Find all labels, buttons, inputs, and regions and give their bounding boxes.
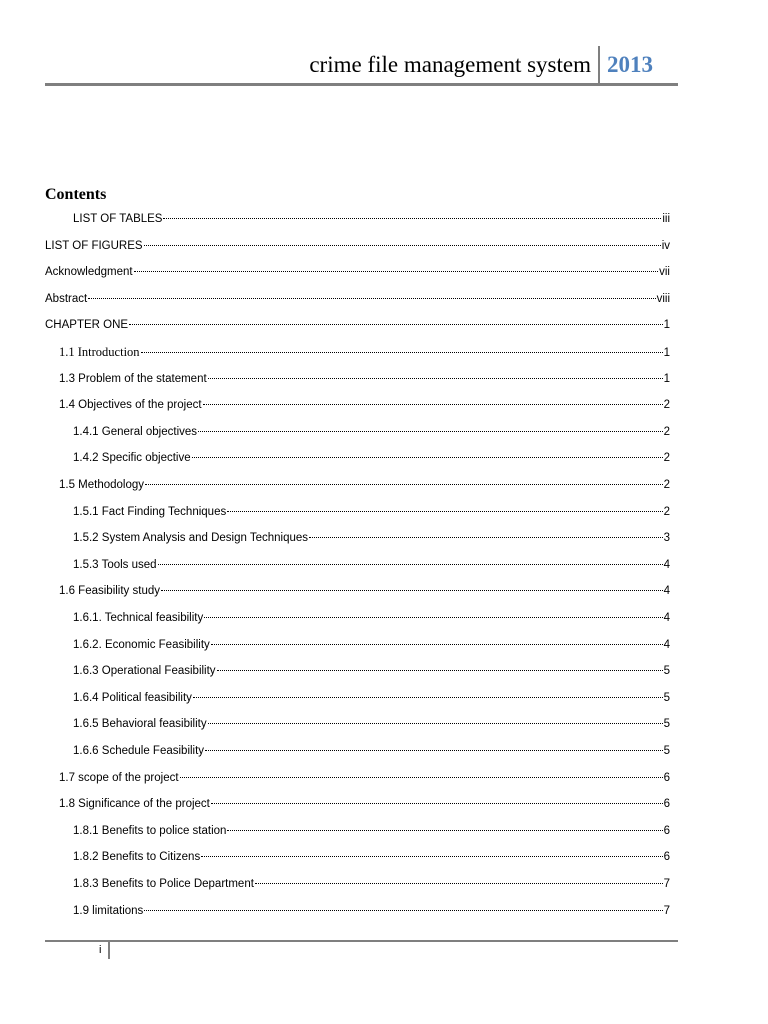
- toc-entry-label: 1.6.6 Schedule Feasibility: [73, 745, 205, 757]
- toc-entry-page: 3: [663, 532, 670, 544]
- toc-entry[interactable]: [59, 397, 670, 413]
- toc-entry-page: 6: [663, 772, 670, 784]
- toc-dot-leader: [227, 829, 662, 831]
- toc-dot-leader: [145, 483, 663, 485]
- toc-dot-leader: [227, 510, 662, 512]
- toc-entry-page: vii: [659, 266, 670, 278]
- toc-dot-leader: [309, 536, 663, 538]
- toc-entry-page: iv: [661, 240, 670, 252]
- toc-dot-leader: [193, 696, 663, 698]
- toc-entry[interactable]: [73, 716, 670, 732]
- toc-entry[interactable]: [73, 610, 670, 626]
- toc-entry-label: 1.3 Problem of the statement: [59, 373, 207, 385]
- toc-entry[interactable]: [73, 557, 670, 573]
- toc-entry-page: 6: [663, 851, 670, 863]
- toc-entry-label: 1.1 Introduction: [59, 345, 140, 359]
- toc-dot-leader: [208, 377, 663, 379]
- toc-entry-page: 4: [663, 612, 670, 624]
- toc-entry[interactable]: [73, 743, 670, 759]
- toc-entry-page: 4: [663, 585, 670, 597]
- document-year: 2013: [607, 52, 653, 77]
- toc-dot-leader: [211, 802, 663, 804]
- toc-dot-leader: [163, 217, 661, 219]
- toc-entry-page: 5: [663, 665, 670, 677]
- toc-entry-label: 1.6.5 Behavioral feasibility: [73, 718, 207, 730]
- toc-entry-label: 1.6.2. Economic Feasibility: [73, 639, 210, 651]
- toc-entry[interactable]: [59, 344, 670, 360]
- toc-entry-label: 1.9 limitations: [73, 905, 144, 917]
- toc-entry[interactable]: [73, 504, 670, 520]
- toc-entry-label: 1.8 Significance of the project: [59, 798, 210, 810]
- toc-entry-page: 2: [663, 399, 670, 411]
- toc-entry-label: 1.5.3 Tools used: [73, 559, 157, 571]
- toc-entry[interactable]: [73, 663, 670, 679]
- toc-entry-page: 2: [663, 479, 670, 491]
- toc-dot-leader: [134, 270, 659, 272]
- toc-entry[interactable]: [73, 424, 670, 440]
- toc-entry[interactable]: [73, 823, 670, 839]
- toc-entry-page: 7: [663, 905, 670, 917]
- toc-dot-leader: [129, 323, 663, 325]
- toc-entry-page: 5: [663, 692, 670, 704]
- toc-entry-label: 1.6 Feasibility study: [59, 585, 160, 597]
- toc-entry-page: 4: [663, 559, 670, 571]
- toc-entry-page: 6: [663, 825, 670, 837]
- toc-entry[interactable]: [45, 238, 670, 254]
- toc-dot-leader: [192, 456, 663, 458]
- toc-entry-page: viii: [656, 293, 670, 305]
- toc-entry-page: 5: [663, 745, 670, 757]
- toc-entry-label: 1.8.3 Benefits to Police Department: [73, 878, 254, 890]
- toc-entry[interactable]: [45, 264, 670, 280]
- footer-page-number: i: [99, 944, 102, 956]
- toc-entry-label: 1.6.1. Technical feasibility: [73, 612, 204, 624]
- footer-rule: [45, 940, 678, 942]
- toc-entry[interactable]: [73, 450, 670, 466]
- toc-dot-leader: [204, 616, 662, 618]
- toc-entry-label: 1.4 Objectives of the project: [59, 399, 202, 411]
- document-title: crime file management system: [309, 52, 591, 77]
- toc-entry[interactable]: [45, 291, 670, 307]
- toc-dot-leader: [161, 589, 663, 591]
- toc-entry-label: 1.6.3 Operational Feasibility: [73, 665, 216, 677]
- toc-dot-leader: [203, 403, 663, 405]
- toc-entry[interactable]: [59, 770, 670, 786]
- toc-dot-leader: [217, 669, 663, 671]
- toc-entry-label: LIST OF FIGURES: [45, 240, 143, 252]
- toc-entry[interactable]: [73, 876, 670, 892]
- contents-heading: Contents: [45, 186, 107, 203]
- toc-entry-label: 1.4.1 General objectives: [73, 426, 198, 438]
- toc-dot-leader: [255, 882, 663, 884]
- toc-entry-page: 4: [663, 639, 670, 651]
- toc-entry[interactable]: [59, 583, 670, 599]
- toc-dot-leader: [141, 351, 663, 353]
- toc-entry[interactable]: [59, 796, 670, 812]
- toc-entry-label: CHAPTER ONE: [45, 319, 129, 331]
- toc-dot-leader: [208, 722, 663, 724]
- toc-entry-page: 2: [663, 506, 670, 518]
- toc-entry[interactable]: [73, 849, 670, 865]
- toc-entry-page: 2: [663, 426, 670, 438]
- toc-entry-label: 1.5.1 Fact Finding Techniques: [73, 506, 227, 518]
- toc-entry[interactable]: [73, 530, 670, 546]
- toc-dot-leader: [144, 909, 662, 911]
- toc-entry[interactable]: [73, 903, 670, 919]
- toc-dot-leader: [205, 749, 663, 751]
- toc-entry-label: 1.5.2 System Analysis and Design Techniques: [73, 532, 309, 544]
- toc-entry-label: 1.7 scope of the project: [59, 772, 179, 784]
- footer-separator: [108, 942, 110, 959]
- toc-dot-leader: [198, 430, 663, 432]
- toc-entry-label: 1.8.2 Benefits to Citizens: [73, 851, 201, 863]
- toc-entry-page: 5: [663, 718, 670, 730]
- toc-entry-label: Acknowledgment: [45, 266, 133, 278]
- toc-entry[interactable]: [73, 690, 670, 706]
- toc-entry-label: 1.5 Methodology: [59, 479, 145, 491]
- toc-dot-leader: [88, 297, 655, 299]
- toc-entry-page: 2: [663, 452, 670, 464]
- toc-entry-page: 1: [663, 319, 670, 331]
- toc-dot-leader: [211, 643, 663, 645]
- toc-entry-page: 6: [663, 798, 670, 810]
- toc-entry-label: Abstract: [45, 293, 88, 305]
- toc-entry-page: 7: [663, 878, 670, 890]
- toc-entry-page: 1: [663, 373, 670, 385]
- toc-entry[interactable]: [73, 211, 670, 227]
- toc-entry-label: 1.8.1 Benefits to police station: [73, 825, 227, 837]
- toc-dot-leader: [201, 855, 662, 857]
- toc-dot-leader: [144, 244, 661, 246]
- toc-dot-leader: [180, 776, 663, 778]
- toc-entry[interactable]: [73, 637, 670, 653]
- toc-entry-page: iii: [662, 213, 670, 225]
- toc-entry[interactable]: [45, 317, 670, 333]
- toc-entry-label: 1.4.2 Specific objective: [73, 452, 191, 464]
- toc-entry-label: LIST OF TABLES: [73, 213, 163, 225]
- toc-entry-label: 1.6.4 Political feasibility: [73, 692, 192, 704]
- toc-entry-page: 1: [663, 347, 670, 359]
- toc-dot-leader: [158, 563, 663, 565]
- toc-entry[interactable]: [59, 477, 670, 493]
- toc-entry[interactable]: [59, 371, 670, 387]
